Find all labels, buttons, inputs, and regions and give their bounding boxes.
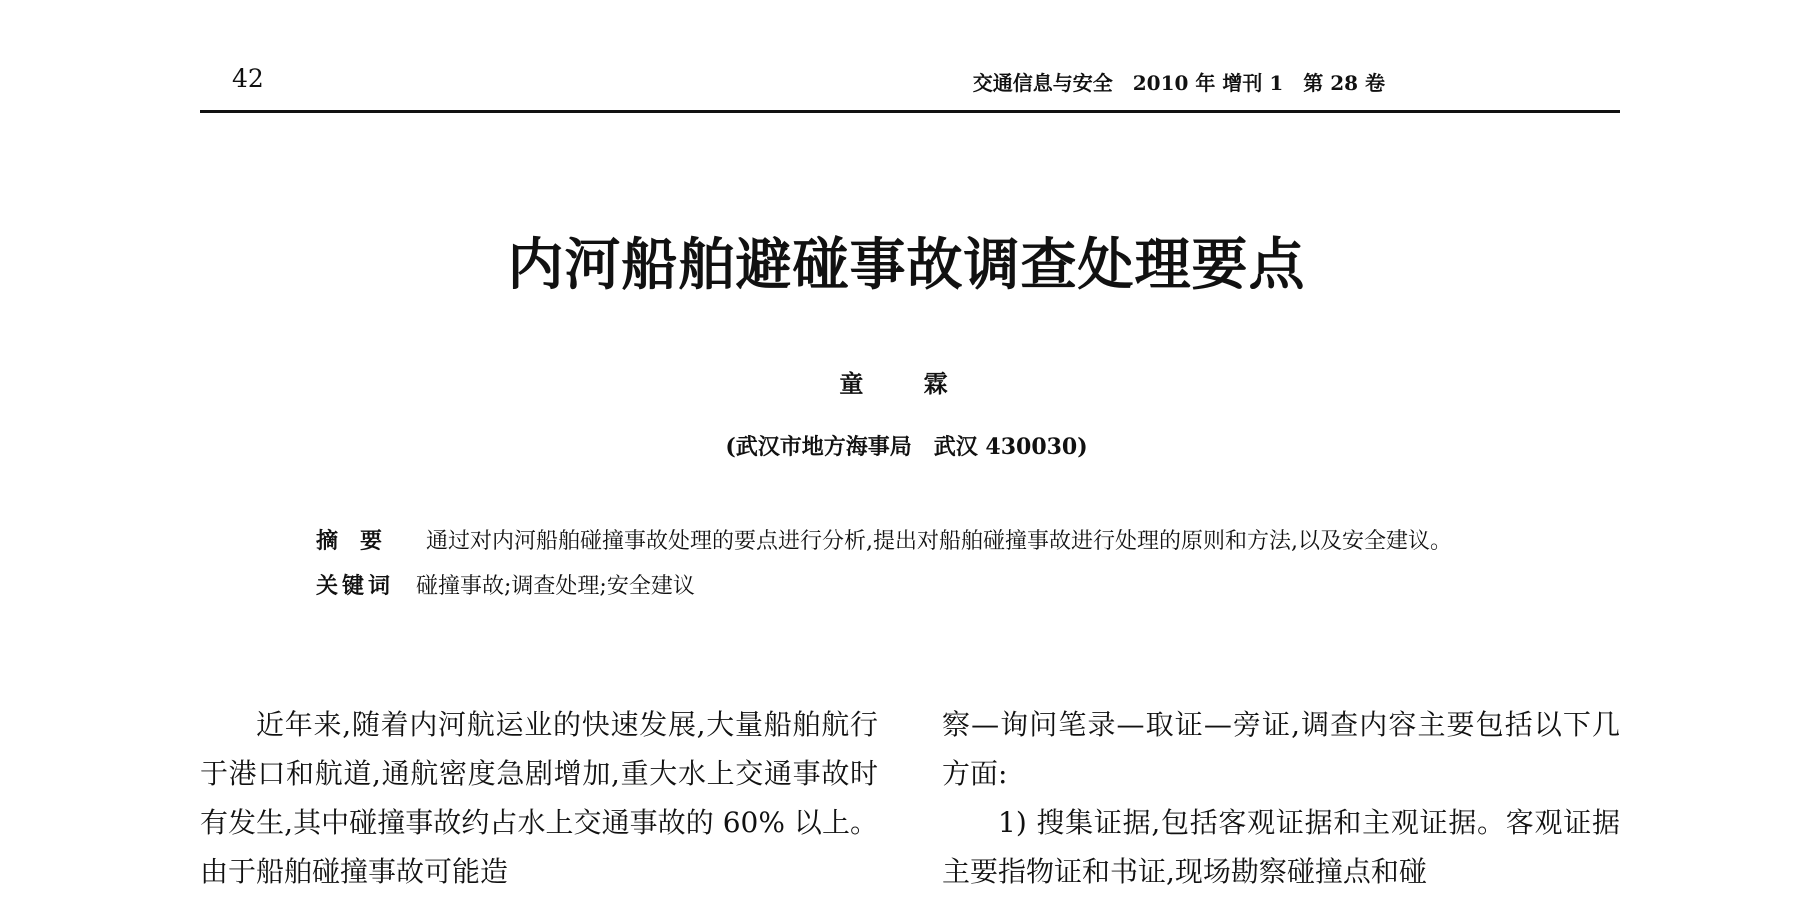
keywords-label: 关键词 (316, 573, 395, 599)
right-column-paragraph-1: 察—询问笔录—取证—旁证,调查内容主要包括以下几方面: (942, 708, 1620, 790)
header-rule (200, 110, 1620, 113)
author-name: 童 霖 (839, 369, 974, 398)
body-right-column (942, 700, 1620, 896)
keywords-text: 碰撞事故;调查处理;安全建议 (416, 574, 695, 599)
right-column-paragraph-2: 1) 搜集证据,包括客观证据和主观证据。客观证据主要指物证和书证,现场勘察碰撞点和碰 (942, 806, 1620, 888)
journal-info: 交通信息与安全 2010 年 增刊 1 第 28 卷 (972, 71, 1385, 95)
page-number: 42 (232, 64, 264, 93)
article-title: 内河船舶避碰事故调查处理要点 (507, 232, 1306, 298)
abstract-text: 通过对内河船舶碰撞事故处理的要点进行分析,提出对船舶碰撞事故进行处理的原则和方法,以及安全建议。 (426, 529, 1453, 554)
abstract-row (316, 520, 1516, 563)
author-affiliation: (武汉市地方海事局 武汉 430030) (725, 434, 1088, 460)
keywords-row (316, 565, 1516, 608)
body-left-column (200, 700, 878, 896)
abstract-label: 摘要 (316, 528, 405, 554)
abstract-block (316, 520, 1516, 608)
left-column-paragraph: 近年来,随着内河航运业的快速发展,大量船舶航行于港口和航道,通航密度急剧增加,重大水上交通事故时有发生,其中碰撞事故约占水上交通事故的 60% 以上。由于船舶碰撞事故可能造 (200, 708, 878, 888)
